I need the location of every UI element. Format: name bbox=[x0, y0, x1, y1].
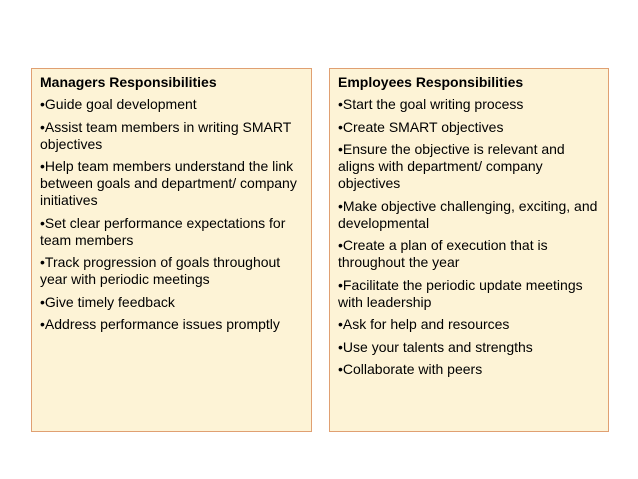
employees-item-3 bbox=[338, 141, 601, 192]
managers-item-text: Help team members understand the link between goals and department/ company initiatives bbox=[40, 158, 297, 208]
bullet-glyph: • bbox=[40, 214, 45, 231]
bullet-glyph: • bbox=[40, 96, 45, 112]
managers-item-1 bbox=[40, 96, 304, 113]
employees-item-6 bbox=[338, 277, 601, 311]
bullet-glyph: • bbox=[338, 338, 343, 355]
bullet-glyph: • bbox=[40, 118, 45, 135]
bullet-glyph: • bbox=[40, 254, 45, 270]
employees-item-8 bbox=[338, 339, 601, 356]
employees-item-4 bbox=[338, 198, 601, 232]
employees-item-9 bbox=[338, 361, 601, 378]
managers-item-7 bbox=[40, 316, 304, 333]
managers-heading: Managers Responsibilities bbox=[40, 74, 217, 90]
managers-item-6 bbox=[40, 294, 304, 311]
bullet-glyph: • bbox=[338, 96, 343, 112]
employees-responsibilities-box bbox=[329, 68, 609, 432]
bullet-glyph: • bbox=[338, 118, 343, 135]
employees-item-text: Create a plan of execution that is throughout the year bbox=[338, 237, 548, 270]
employees-item-text: Make objective challenging, exciting, and developmental bbox=[338, 197, 598, 231]
employees-item-text: Create SMART objectives bbox=[342, 118, 504, 135]
managers-item-text: Guide goal development bbox=[44, 96, 197, 112]
employees-item-2 bbox=[338, 119, 601, 136]
managers-item-text: Track progression of goals throughout year with periodic meetings bbox=[40, 254, 281, 287]
employees-item-text: Facilitate the periodic update meetings with leadership bbox=[338, 276, 583, 310]
managers-item-5 bbox=[40, 254, 304, 288]
managers-item-text: Address performance issues promptly bbox=[44, 316, 280, 332]
bullet-glyph: • bbox=[338, 361, 343, 377]
bullet-glyph: • bbox=[338, 237, 343, 253]
employees-item-text: Collaborate with peers bbox=[342, 361, 483, 377]
employees-item-text: Ask for help and resources bbox=[342, 316, 510, 332]
bullet-glyph: • bbox=[338, 141, 343, 157]
managers-item-2 bbox=[40, 119, 304, 153]
employees-item-7 bbox=[338, 316, 601, 333]
managers-item-4 bbox=[40, 215, 304, 249]
employees-item-text: Start the goal writing process bbox=[342, 96, 524, 112]
bullet-glyph: • bbox=[40, 316, 45, 332]
managers-item-text: Set clear performance expectations for team members bbox=[40, 214, 286, 248]
bullet-glyph: • bbox=[338, 276, 343, 293]
bullet-glyph: • bbox=[40, 158, 45, 174]
managers-item-text: Assist team members in writing SMART objectives bbox=[40, 118, 292, 152]
managers-item-text: Give timely feedback bbox=[44, 293, 175, 310]
employees-item-text: Use your talents and strengths bbox=[342, 338, 533, 355]
bullet-glyph: • bbox=[338, 197, 343, 214]
managers-responsibilities-box bbox=[31, 68, 312, 432]
employees-heading: Employees Responsibilities bbox=[338, 74, 524, 90]
bullet-glyph: • bbox=[338, 316, 343, 332]
managers-item-3 bbox=[40, 158, 304, 209]
employees-item-text: Ensure the objective is relevant and aligns with department/ company objectives bbox=[338, 141, 565, 191]
employees-item-1 bbox=[338, 96, 601, 113]
bullet-glyph: • bbox=[40, 293, 45, 310]
employees-item-5 bbox=[338, 237, 601, 271]
